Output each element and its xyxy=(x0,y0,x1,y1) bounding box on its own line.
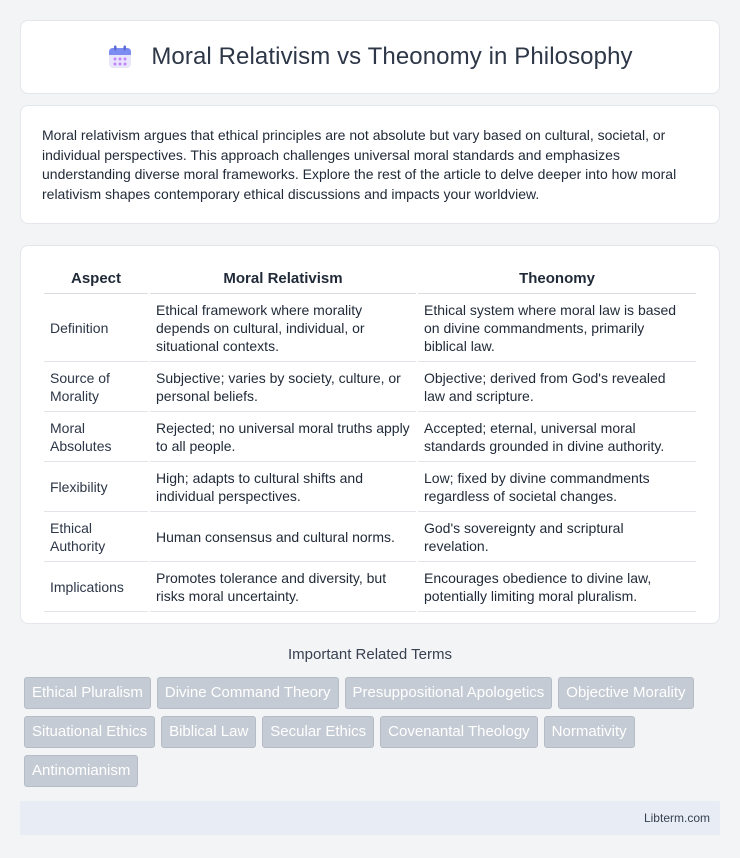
row-theonomy: God's sovereignty and scriptural revelation. xyxy=(418,512,696,562)
table-row xyxy=(44,462,696,512)
related-term-tag[interactable]: Biblical Law xyxy=(161,716,256,748)
row-theonomy: Accepted; eternal, universal moral standards grounded in divine authority. xyxy=(418,412,696,462)
page-header xyxy=(20,20,720,94)
footer-brand-link[interactable]: Libterm.com xyxy=(643,811,710,825)
comparison-table xyxy=(42,266,698,612)
row-aspect: Implications xyxy=(44,562,148,612)
table-row xyxy=(44,412,696,462)
intro-section xyxy=(20,105,720,224)
row-theonomy: Low; fixed by divine commandments regardless of societal changes. xyxy=(418,462,696,512)
intro-text: Moral relativism argues that ethical principles are not absolute but vary based on cultural, societal, or individual perspectives. This approach challenges universal moral standards and emphasizes understanding diverse moral frameworks. Explore the rest of the article to delve deeper into how moral relativism shapes contemporary ethical discussions and impacts your worldview. xyxy=(42,127,677,202)
row-aspect: Moral Absolutes xyxy=(44,412,148,462)
related-term-tag[interactable]: Antinomianism xyxy=(24,755,138,787)
related-term-tag[interactable]: Objective Morality xyxy=(558,677,693,709)
row-relativism: Ethical framework where morality depends on cultural, individual, or situational contexts. xyxy=(150,294,416,362)
row-relativism: Rejected; no universal moral truths apply to all people. xyxy=(150,412,416,462)
row-relativism: High; adapts to cultural shifts and individual perspectives. xyxy=(150,462,416,512)
calendar-icon xyxy=(107,44,133,70)
related-term-tag[interactable]: Ethical Pluralism xyxy=(24,677,151,709)
related-term-tag[interactable]: Divine Command Theory xyxy=(157,677,339,709)
comparison-table-card xyxy=(20,245,720,624)
table-row xyxy=(44,294,696,362)
table-row xyxy=(44,362,696,412)
page-title: Moral Relativism vs Theonomy in Philosophy xyxy=(151,43,633,70)
table-header-row xyxy=(44,266,696,294)
row-relativism: Human consensus and cultural norms. xyxy=(150,512,416,562)
row-theonomy: Ethical system where moral law is based on divine commandments, primarily biblical law. xyxy=(418,294,696,362)
row-aspect: Ethical Authority xyxy=(44,512,148,562)
row-aspect: Definition xyxy=(44,294,148,362)
row-theonomy: Objective; derived from God's revealed law and scripture. xyxy=(418,362,696,412)
row-aspect: Flexibility xyxy=(44,462,148,512)
related-term-tag[interactable]: Covenantal Theology xyxy=(380,716,538,748)
row-relativism: Promotes tolerance and diversity, but risks moral uncertainty. xyxy=(150,562,416,612)
row-relativism: Subjective; varies by society, culture, or personal beliefs. xyxy=(150,362,416,412)
row-theonomy: Encourages obedience to divine law, potentially limiting moral pluralism. xyxy=(418,562,696,612)
header-moral-relativism: Moral Relativism xyxy=(150,266,416,294)
related-term-tag[interactable]: Normativity xyxy=(544,716,635,748)
header-theonomy: Theonomy xyxy=(418,266,696,294)
table-row xyxy=(44,562,696,612)
header-aspect: Aspect xyxy=(44,266,148,294)
related-terms-title: Important Related Terms xyxy=(288,646,452,663)
related-term-tag[interactable]: Presuppositional Apologetics xyxy=(345,677,553,709)
page-footer xyxy=(20,801,720,835)
row-aspect: Source of Morality xyxy=(44,362,148,412)
table-row xyxy=(44,512,696,562)
related-terms-list xyxy=(24,677,716,787)
related-term-tag[interactable]: Situational Ethics xyxy=(24,716,155,748)
related-term-tag[interactable]: Secular Ethics xyxy=(262,716,374,748)
